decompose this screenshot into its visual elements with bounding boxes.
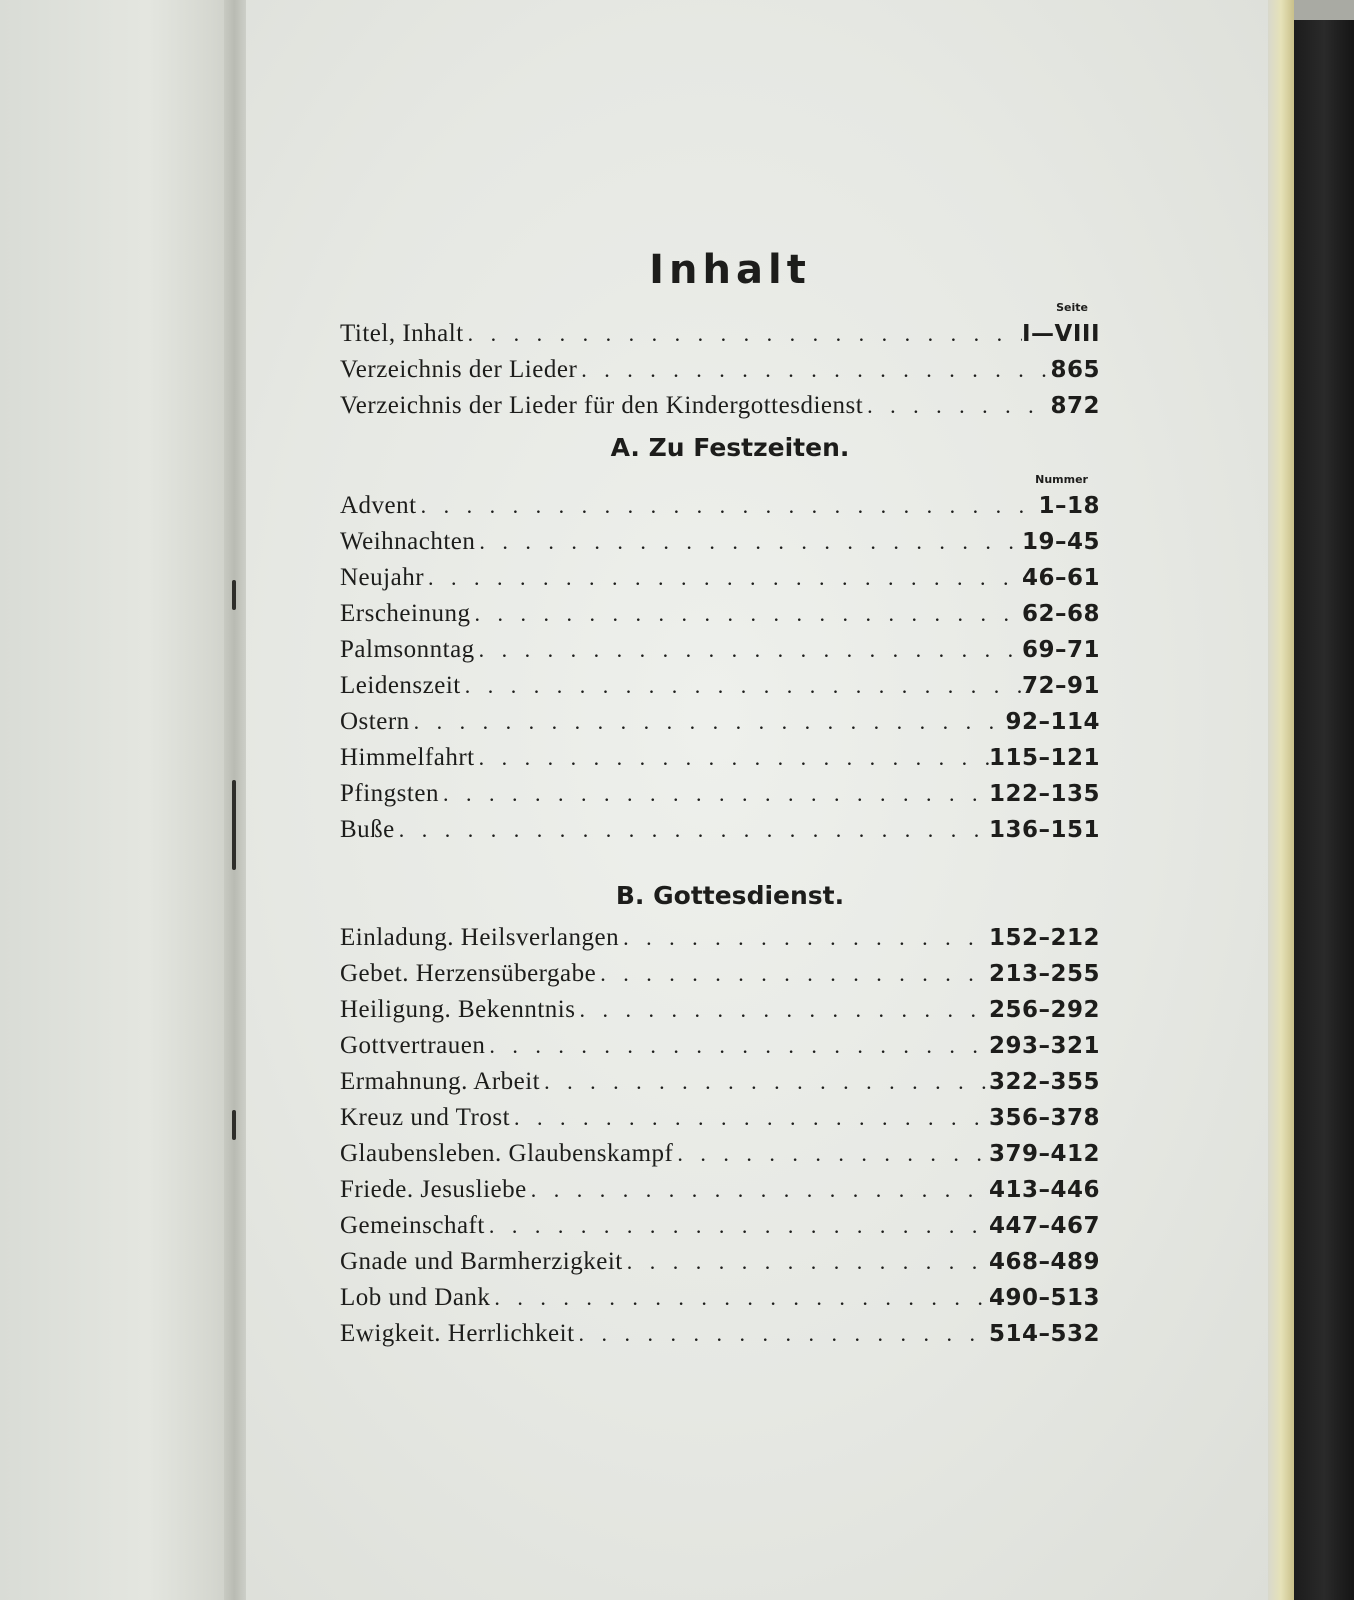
leader-dots <box>863 388 1050 424</box>
toc-entry-label: Ermahnung. Arbeit <box>340 1068 541 1095</box>
leader-dots <box>575 992 988 1028</box>
leader-dots <box>485 1028 989 1064</box>
toc-entry-label: Gnade und Barmherzigkeit <box>340 1248 623 1275</box>
section-a-list <box>340 488 1100 848</box>
toc-entry-label: Weihnachten <box>340 528 476 555</box>
toc-entry <box>340 316 1100 352</box>
toc-entry-ref: 62–68 <box>1021 601 1100 627</box>
toc-entry-label: Gemeinschaft <box>340 1212 485 1239</box>
toc-entry <box>340 1100 1100 1136</box>
toc-entry-label: Verzeichnis der Lieder für den Kindergottesdienst <box>340 392 864 419</box>
leader-dots <box>540 1064 989 1100</box>
toc-entry-label: Ewigkeit. Herrlichkeit <box>340 1320 575 1347</box>
toc-entry-ref: 468–489 <box>988 1249 1100 1275</box>
number-column-header: Nummer <box>1035 473 1088 486</box>
toc-entry <box>340 704 1100 740</box>
toc-entry-ref: 379–412 <box>988 1141 1100 1167</box>
toc-entry-ref: 213–255 <box>988 961 1100 987</box>
toc-entry-label: Glaubensleben. Glaubenskampf <box>340 1140 674 1167</box>
toc-entry-label: Heiligung. Bekenntnis <box>340 996 576 1023</box>
toc-entry-ref: 152–212 <box>988 925 1100 951</box>
toc-entry-label: Palmsonntag <box>340 636 475 663</box>
toc-entry-ref: 72–91 <box>1021 673 1100 699</box>
toc-entry <box>340 1172 1100 1208</box>
toc-entry-label: Kreuz und Trost <box>340 1104 511 1131</box>
toc-entry <box>340 1064 1100 1100</box>
gutter-mark <box>232 1110 236 1140</box>
leader-dots <box>424 560 1022 596</box>
toc-entry-label: Einladung. Heilsverlangen <box>340 924 620 951</box>
leader-dots <box>395 812 989 848</box>
leader-dots <box>510 1100 989 1136</box>
toc-entry-ref: 122–135 <box>988 781 1100 807</box>
leader-dots <box>417 488 1039 524</box>
toc-entry-ref: 490–513 <box>988 1285 1100 1311</box>
leader-dots <box>475 524 1022 560</box>
toc-entry <box>340 388 1100 424</box>
toc-entry-ref: 514–532 <box>988 1321 1100 1347</box>
toc-entry-ref: 447–467 <box>988 1213 1100 1239</box>
toc-entry <box>340 776 1100 812</box>
toc-entry <box>340 668 1100 704</box>
table-of-contents <box>340 240 1100 1352</box>
section-b-heading: B. Gottesdienst. <box>615 881 845 910</box>
toc-entry <box>340 1280 1100 1316</box>
toc-entry <box>340 1316 1100 1352</box>
toc-entry-label: Leidenszeit <box>340 672 461 699</box>
leader-dots <box>490 1280 989 1316</box>
toc-entry-label: Advent <box>340 492 417 519</box>
toc-entry-ref: I—VIII <box>1021 321 1100 347</box>
leader-dots <box>673 1136 989 1172</box>
toc-entry-label: Buße <box>340 816 395 843</box>
toc-entry-label: Friede. Jesusliebe <box>340 1176 527 1203</box>
left-page <box>0 0 246 1600</box>
toc-entry-label: Pfingsten <box>340 780 439 807</box>
leader-dots <box>577 352 1050 388</box>
page-column-header: Seite <box>1056 301 1088 314</box>
toc-entry-ref: 115–121 <box>988 745 1100 771</box>
page-title: Inhalt <box>649 247 811 293</box>
toc-entry <box>340 352 1100 388</box>
toc-entry-label: Verzeichnis der Lieder <box>340 356 578 383</box>
toc-entry <box>340 488 1100 524</box>
toc-entry-label: Himmelfahrt <box>340 744 475 771</box>
section-a-heading: A. Zu Festzeiten. <box>610 433 850 462</box>
gutter-mark <box>232 580 236 610</box>
leader-dots <box>575 1316 989 1352</box>
toc-entry-ref: 92–114 <box>1005 709 1100 735</box>
toc-entry <box>340 1244 1100 1280</box>
toc-entry-ref: 356–378 <box>988 1105 1100 1131</box>
gutter-mark <box>232 780 236 870</box>
book-cover <box>1294 20 1354 1600</box>
leader-dots <box>485 1208 989 1244</box>
toc-entry <box>340 956 1100 992</box>
toc-entry-label: Titel, Inhalt <box>340 320 464 347</box>
toc-entry-label: Erscheinung <box>340 600 471 627</box>
toc-entry-ref: 46–61 <box>1021 565 1100 591</box>
leader-dots <box>410 704 1006 740</box>
front-matter-list <box>340 316 1100 424</box>
toc-entry-label: Gebet. Herzensübergabe <box>340 960 597 987</box>
page-edge <box>1268 0 1294 1600</box>
toc-entry <box>340 632 1100 668</box>
toc-entry-ref: 872 <box>1050 393 1100 419</box>
toc-entry <box>340 1136 1100 1172</box>
leader-dots <box>475 740 989 776</box>
leader-dots <box>527 1172 989 1208</box>
toc-entry-ref: 256–292 <box>988 997 1100 1023</box>
toc-entry <box>340 560 1100 596</box>
leader-dots <box>470 596 1022 632</box>
toc-entry <box>340 920 1100 956</box>
toc-entry-ref: 1–18 <box>1038 493 1100 519</box>
toc-entry-ref: 19–45 <box>1021 529 1100 555</box>
toc-entry <box>340 812 1100 848</box>
toc-entry-ref: 69–71 <box>1021 637 1100 663</box>
toc-entry-ref: 322–355 <box>988 1069 1100 1095</box>
leader-dots <box>439 776 989 812</box>
leader-dots <box>623 1244 989 1280</box>
toc-entry-label: Ostern <box>340 708 410 735</box>
toc-entry <box>340 524 1100 560</box>
toc-entry-label: Neujahr <box>340 564 425 591</box>
leader-dots <box>461 668 1022 704</box>
toc-entry-ref: 136–151 <box>988 817 1100 843</box>
leader-dots <box>464 316 1022 352</box>
toc-entry-ref: 413–446 <box>988 1177 1100 1203</box>
leader-dots <box>596 956 989 992</box>
leader-dots <box>619 920 989 956</box>
toc-entry <box>340 1028 1100 1064</box>
section-b-list <box>340 920 1100 1352</box>
toc-entry <box>340 596 1100 632</box>
leader-dots <box>475 632 1022 668</box>
toc-entry <box>340 1208 1100 1244</box>
toc-entry-ref: 293–321 <box>988 1033 1100 1059</box>
toc-entry-label: Lob und Dank <box>340 1284 491 1311</box>
spacer <box>340 848 1100 872</box>
toc-entry <box>340 992 1100 1028</box>
toc-entry-ref: 865 <box>1050 357 1100 383</box>
toc-entry-label: Gottvertrauen <box>340 1032 486 1059</box>
toc-entry <box>340 740 1100 776</box>
